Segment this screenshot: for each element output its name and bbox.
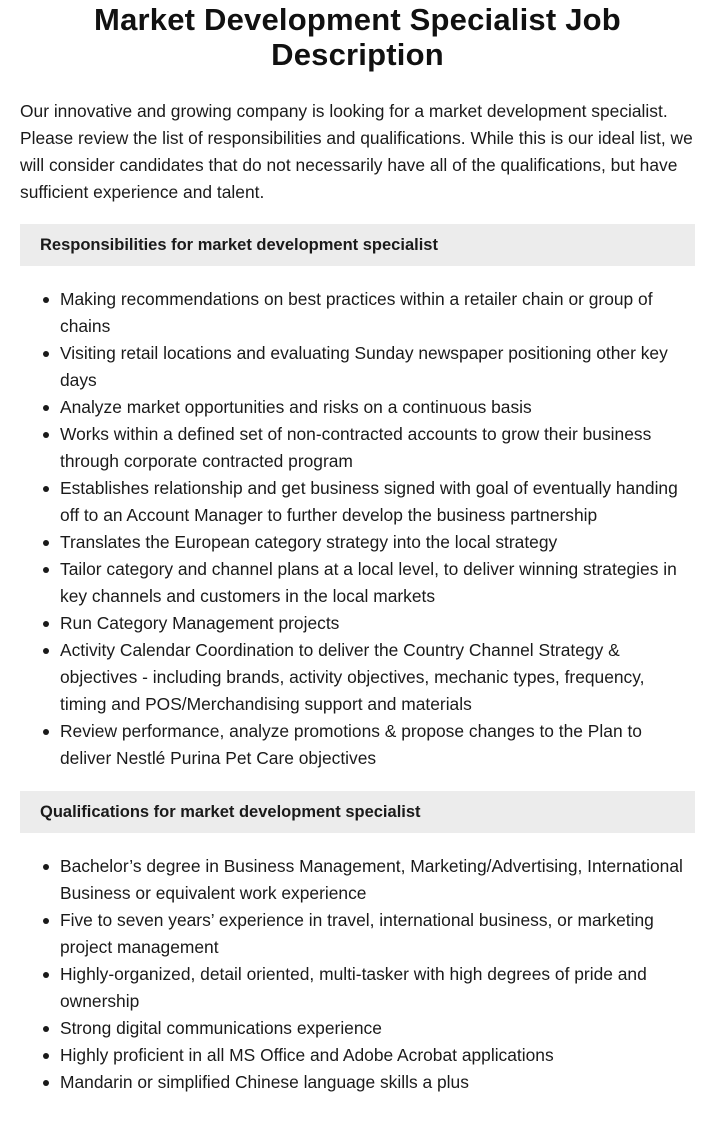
bullet-icon	[43, 432, 49, 438]
list-item-text: Analyze market opportunities and risks on a continuous basis	[60, 397, 532, 417]
list-item	[60, 610, 695, 637]
bullet-icon	[43, 918, 49, 924]
list-item-text: Bachelor’s degree in Business Management, Marketing/Advertising, International Business or equivalent work experience	[60, 856, 683, 903]
list-item-text: Tailor category and channel plans at a local level, to deliver winning strategies in key channels and customers in the local markets	[60, 559, 677, 606]
list-item	[60, 637, 695, 718]
qualifications-heading-text: Qualifications for market development specialist	[40, 802, 421, 821]
list-item-text: Making recommendations on best practices within a retailer chain or group of chains	[60, 289, 653, 336]
bullet-icon	[43, 729, 49, 735]
responsibilities-list	[20, 286, 695, 772]
list-item-text: Run Category Management projects	[60, 613, 340, 633]
responsibilities-heading-text: Responsibilities for market development specialist	[40, 235, 438, 254]
bullet-icon	[43, 648, 49, 654]
list-item	[60, 394, 695, 421]
bullet-icon	[43, 864, 49, 870]
list-item-text: Visiting retail locations and evaluating Sunday newspaper positioning other key days	[60, 343, 668, 390]
list-item-text: Mandarin or simplified Chinese language skills a plus	[60, 1072, 469, 1092]
list-item	[60, 1015, 695, 1042]
responsibilities-heading	[20, 224, 695, 266]
list-item	[60, 961, 695, 1015]
list-item	[60, 556, 695, 610]
list-item-text: Highly-organized, detail oriented, multi-tasker with high degrees of pride and ownership	[60, 964, 647, 1011]
list-item-text: Translates the European category strategy into the local strategy	[60, 532, 558, 552]
list-item	[60, 286, 695, 340]
bullet-icon	[43, 1026, 49, 1032]
list-item-text: Strong digital communications experience	[60, 1018, 382, 1038]
bullet-icon	[43, 972, 49, 978]
list-item-text: Establishes relationship and get business signed with goal of eventually handing off to an Account Manager to further develop the business partnership	[60, 478, 678, 525]
bullet-icon	[43, 540, 49, 546]
job-description-page	[0, 2, 720, 1096]
list-item	[60, 529, 695, 556]
bullet-icon	[43, 405, 49, 411]
list-item	[60, 421, 695, 475]
list-item	[60, 1069, 695, 1096]
list-item-text: Highly proficient in all MS Office and Adobe Acrobat applications	[60, 1045, 554, 1065]
qualifications-heading	[20, 791, 695, 833]
list-item-text: Five to seven years’ experience in travel, international business, or marketing project management	[60, 910, 654, 957]
list-item-text: Works within a defined set of non-contracted accounts to grow their business through corporate contracted program	[60, 424, 652, 471]
list-item	[60, 718, 695, 772]
list-item	[60, 907, 695, 961]
list-item-text: Activity Calendar Coordination to deliver the Country Channel Strategy & objectives - including brands, activity objectives, mechanic types, frequency, timing and POS/Merchandising support and materials	[60, 640, 645, 714]
bullet-icon	[43, 351, 49, 357]
intro-paragraph: Our innovative and growing company is looking for a market development specialist. Please review the list of responsibilities and qualifications. While this is our ideal list, we will consider candidates that do not necessarily have all of the qualifications, but have sufficient experience and talent.	[20, 101, 693, 202]
bullet-icon	[43, 567, 49, 573]
page-title: Market Development Specialist Job Description	[94, 2, 621, 72]
list-item	[60, 475, 695, 529]
bullet-icon	[43, 1080, 49, 1086]
list-item	[60, 340, 695, 394]
bullet-icon	[43, 621, 49, 627]
bullet-icon	[43, 1053, 49, 1059]
list-item	[60, 853, 695, 907]
qualifications-list	[20, 853, 695, 1096]
bullet-icon	[43, 297, 49, 303]
bullet-icon	[43, 486, 49, 492]
list-item-text: Review performance, analyze promotions & propose changes to the Plan to deliver Nestlé Purina Pet Care objectives	[60, 721, 642, 768]
list-item	[60, 1042, 695, 1069]
